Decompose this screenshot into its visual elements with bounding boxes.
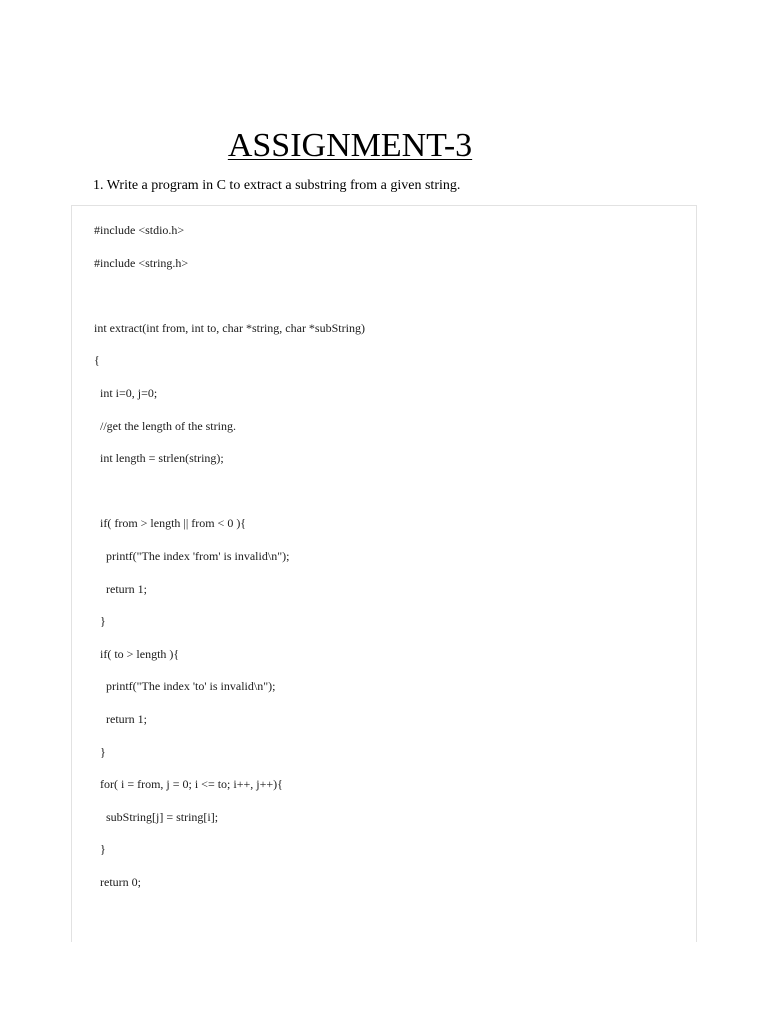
code-block <box>71 205 697 965</box>
code-line: #include <stdio.h> <box>94 223 185 237</box>
code-line: int length = strlen(string); <box>94 451 224 466</box>
code-line: #include <string.h> <box>94 255 189 270</box>
code-line: subString[j] = string[i]; <box>94 809 219 824</box>
code-line: printf("The index 'to' is invalid\n"); <box>94 679 276 694</box>
question-text: 1. Write a program in C to extract a substring from a given string. <box>93 178 461 193</box>
code-line: int i=0, j=0; <box>94 385 158 400</box>
code-line: } <box>94 614 106 629</box>
page-bottom-margin <box>0 942 768 1024</box>
code-line: return 0; <box>94 874 141 889</box>
code-line: if( to > length ){ <box>94 646 180 661</box>
code-line: //get the length of the string. <box>94 418 236 433</box>
code-line: if( from > length || from < 0 ){ <box>94 516 247 531</box>
page-title: ASSIGNMENT-3 <box>227 127 473 164</box>
code-line: printf("The index 'from' is invalid\n"); <box>94 548 290 563</box>
code-line: } <box>94 744 106 759</box>
code-line: { <box>94 353 100 368</box>
code-line: return 1; <box>94 581 147 596</box>
code-line: for( i = from, j = 0; i <= to; i++, j++){ <box>94 777 283 792</box>
code-line <box>94 482 365 515</box>
code-lines <box>94 221 365 905</box>
code-line: int extract(int from, int to, char *string, char *subString) <box>94 320 365 335</box>
code-line <box>94 286 365 319</box>
code-line: return 1; <box>94 711 147 726</box>
code-line: } <box>94 842 106 857</box>
